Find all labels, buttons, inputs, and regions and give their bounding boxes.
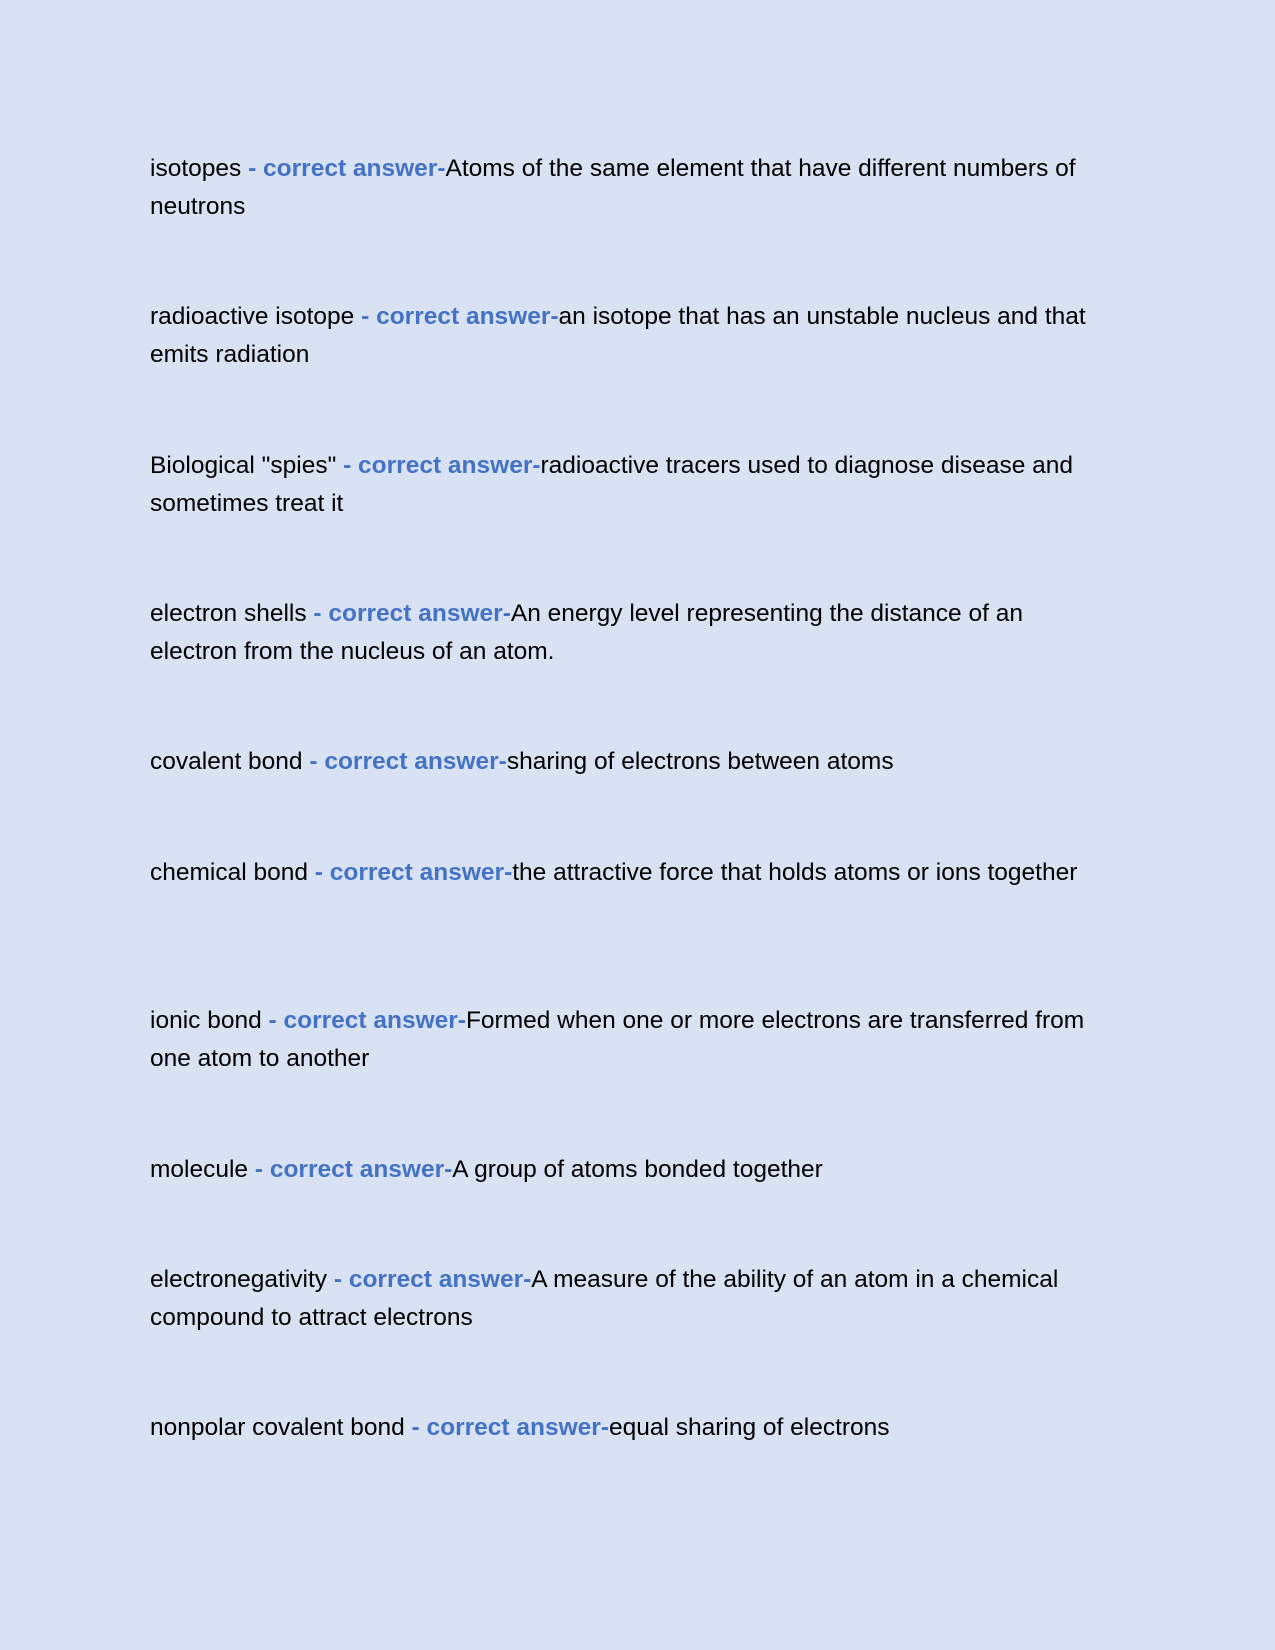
definition: sharing of electrons between atoms bbox=[506, 748, 894, 775]
definition: an isotope that has an unstable nucleus and that emits radiation bbox=[150, 303, 1086, 368]
flashcard-entry-ionic-bond bbox=[150, 1002, 1110, 1078]
answer-marker: - correct answer- bbox=[313, 600, 511, 627]
definition: radioactive tracers used to diagnose disease and sometimes treat it bbox=[150, 452, 1074, 517]
flashcard-entry-isotopes bbox=[150, 150, 1110, 226]
term: molecule bbox=[150, 1156, 255, 1183]
term: electronegativity bbox=[150, 1266, 334, 1293]
flashcard-entry-covalent-bond bbox=[150, 743, 1110, 781]
answer-marker: - correct answer- bbox=[343, 452, 541, 479]
term: chemical bond bbox=[150, 859, 315, 886]
answer-marker: - correct answer- bbox=[314, 859, 513, 886]
flashcard-entry-nonpolar-covalent-bond bbox=[150, 1409, 1110, 1447]
flashcard-entry-chemical-bond bbox=[150, 854, 1110, 892]
term: electron shells bbox=[150, 600, 314, 627]
answer-marker: - correct answer- bbox=[411, 1414, 609, 1441]
flashcard-entry-radioactive-isotope bbox=[150, 298, 1110, 374]
definition: equal sharing of electrons bbox=[608, 1414, 890, 1441]
answer-marker: - correct answer- bbox=[309, 748, 507, 775]
definition: Atoms of the same element that have different numbers of neutrons bbox=[150, 155, 1076, 220]
definition: Formed when one or more electrons are transferred from one atom to another bbox=[150, 1007, 1085, 1072]
flashcard-entry-electronegativity bbox=[150, 1261, 1110, 1337]
answer-marker: - correct answer- bbox=[333, 1266, 532, 1293]
term: ionic bond bbox=[150, 1007, 269, 1034]
definition: A measure of the ability of an atom in a chemical compound to attract electrons bbox=[150, 1266, 1059, 1331]
answer-marker: - correct answer- bbox=[254, 1156, 453, 1183]
definition: A group of atoms bonded together bbox=[452, 1156, 823, 1183]
flashcard-entry-molecule bbox=[150, 1151, 1110, 1189]
flashcard-entry-electron-shells bbox=[150, 595, 1110, 671]
term: covalent bond bbox=[150, 748, 310, 775]
term: Biological "spies" bbox=[150, 452, 344, 479]
answer-marker: - correct answer- bbox=[268, 1007, 466, 1034]
flashcard-entry-biological-spies bbox=[150, 447, 1110, 523]
definition: An energy level representing the distance of an electron from the nucleus of an atom. bbox=[150, 600, 1023, 665]
answer-marker: - correct answer- bbox=[361, 303, 559, 330]
definition: the attractive force that holds atoms or ions together bbox=[512, 859, 1078, 886]
term: radioactive isotope bbox=[150, 303, 362, 330]
term: isotopes bbox=[150, 155, 249, 182]
answer-marker: - correct answer- bbox=[248, 155, 446, 182]
term: nonpolar covalent bond bbox=[150, 1414, 412, 1441]
